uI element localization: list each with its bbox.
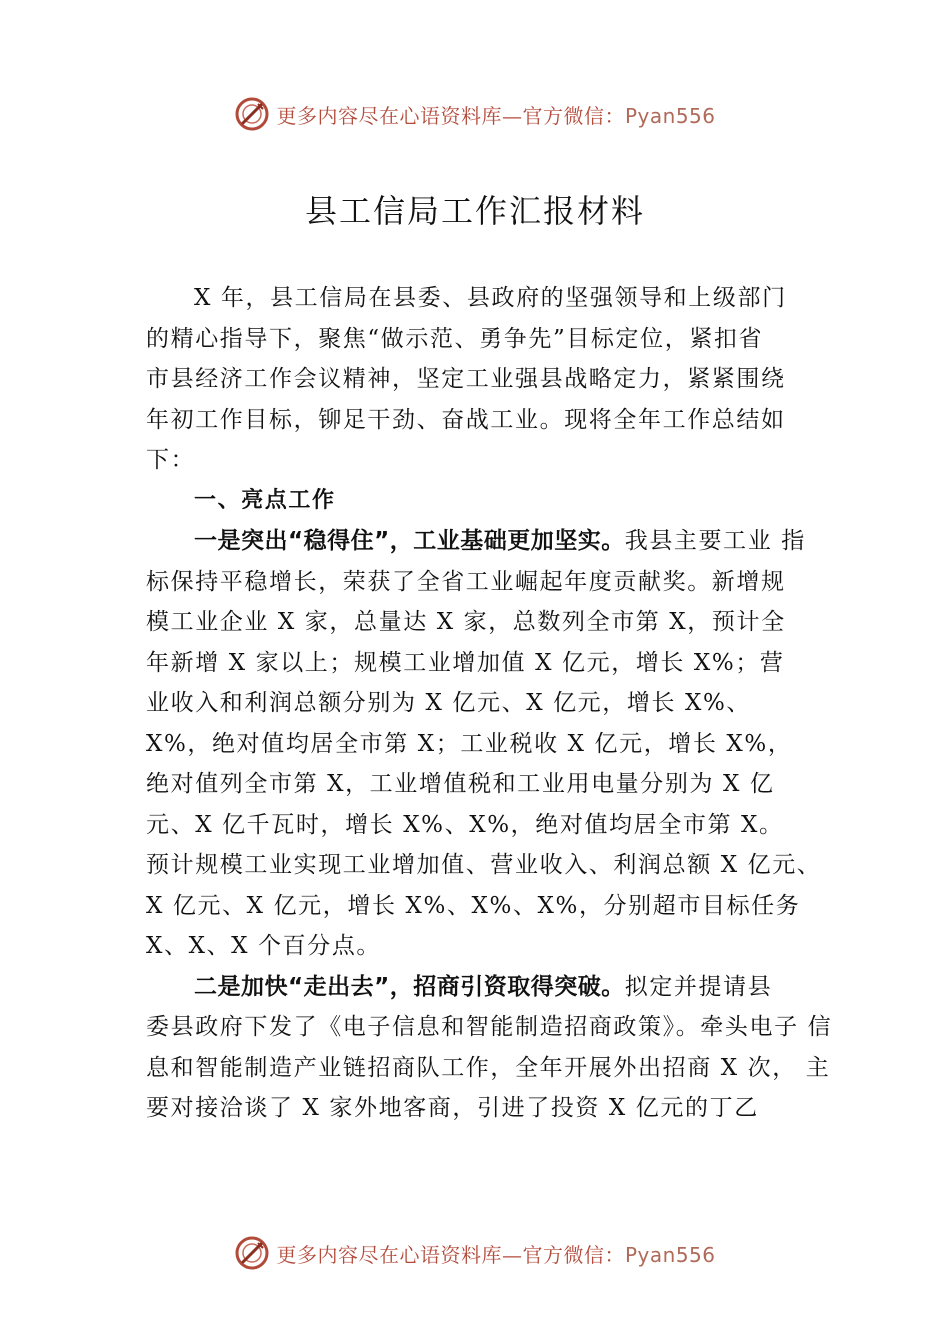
point1-lead-rest: 我县主要工业 指 [624, 528, 806, 554]
point1-first-line [146, 521, 830, 562]
footer-banner-text: 更多内容尽在心语资料库—官方微信：Pyan556 [276, 1242, 716, 1267]
footer-wechat-id: Pyan556 [624, 1242, 716, 1267]
header-wechat-id: Pyan556 [624, 103, 716, 128]
seal-logo-icon [234, 1235, 270, 1271]
point2-lead: 二是加快“走出去”，招商引资取得突破。 [194, 973, 625, 1000]
document-title: 县工信局工作汇报材料 [304, 192, 645, 230]
point2-line: 要对接洽谈了 X 家外地客商，引进了投资 X 亿元的丁乙 [146, 1095, 759, 1121]
point1-line: X、X、X 个百分点。 [146, 933, 382, 959]
document-body [146, 278, 833, 1129]
point1-line: 业收入和利润总额分别为 X 亿元、X 亿元，增长 X%、 [146, 690, 752, 716]
section-heading: 一、亮点工作 [194, 487, 336, 513]
header-banner-text: 更多内容尽在心语资料库—官方微信：Pyan556 [276, 103, 716, 128]
header-watermark-banner [0, 92, 950, 136]
point1-line: 模工业企业 X 家，总量达 X 家，总数列全市第 X，预计全 [146, 609, 786, 635]
seal-logo-icon [234, 96, 270, 132]
point1-line: 年新增 X 家以上；规模工业增加值 X 亿元，增长 X%；营 [146, 649, 785, 676]
point2-line: 委县政府下发了《电子信息和智能制造招商政策》。牵头电子 信 [146, 1014, 833, 1040]
intro-line: 年初工作目标，铆足干劲、奋战工业。现将全年工作总结如 [146, 406, 786, 433]
point2-line: 息和智能制造产业链招商队工作，全年开展外出招商 X 次， 主 [146, 1054, 831, 1081]
intro-line: 的精心指导下，聚焦“做示范、勇争先”目标定位，紧扣省 [146, 325, 764, 352]
point1-line: 预计规模工业实现工业增加值、营业收入、利润总额 X 亿元、 [146, 852, 822, 878]
point1-line: X%，绝对值均居全市第 X；工业税收 X 亿元，增长 X%， [146, 730, 793, 757]
point2-first-line [146, 967, 830, 1008]
point1-line: X 亿元、X 亿元，增长 X%、X%、X%，分别超市目标任务 [146, 892, 801, 919]
intro-line: 市县经济工作会议精神，坚定工业强县战略定力，紧紧围绕 [146, 366, 786, 392]
intro-line: X 年，县工信局在县委、县政府的坚强领导和上级部门 [194, 285, 787, 311]
point1-lead: 一是突出“稳得住”，工业基础更加坚实。 [194, 528, 625, 554]
point1-line: 元、X 亿千瓦时，增长 X%、X%，绝对值均居全市第 X。 [146, 811, 784, 838]
point1-line: 绝对值列全市第 X，工业增值税和工业用电量分别为 X 亿 [146, 771, 775, 797]
footer-watermark-banner [0, 1231, 950, 1275]
intro-line: 下： [146, 447, 196, 473]
point2-lead-rest: 拟定并提请县 [624, 973, 773, 1000]
point1-line: 标保持平稳增长，荣获了全省工业崛起年度贡献奖。新增规 [146, 568, 786, 595]
